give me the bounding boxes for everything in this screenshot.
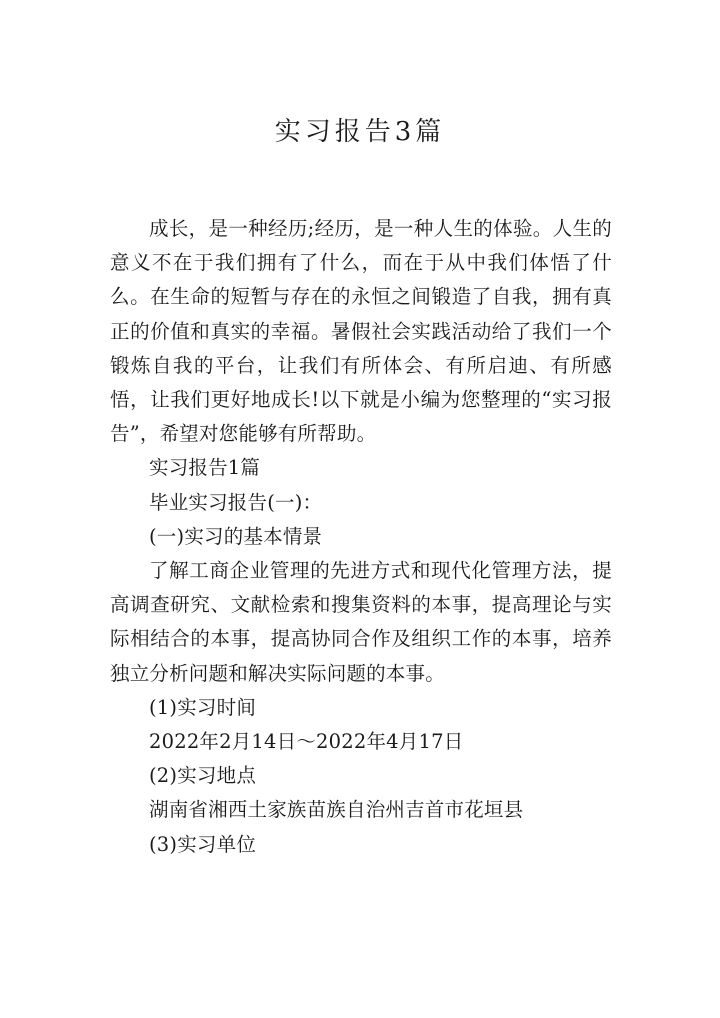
item-heading-location: (2)实习地点 xyxy=(149,764,257,788)
report-heading: 实习报告1篇 xyxy=(149,456,261,480)
document-title: 实习报告3篇 xyxy=(274,117,446,147)
body-paragraph: 了解工商企业管理的先进方式和现代化管理方法，提高调查研究、文献检索和搜集资料的本事，提高理论与实际相结合的本事，提高协同合作及组织工作的本事，培养独立分析问题和解决实际问题的本事。 xyxy=(110,559,612,685)
item-heading-time: (1)实习时间 xyxy=(149,695,257,719)
item-heading-unit: (3)实习单位 xyxy=(149,832,257,856)
subsection-heading: (一)实习的基本情景 xyxy=(149,524,323,548)
item-value-location: 湖南省湘西土家族苗族自治州吉首市花垣县 xyxy=(149,798,524,822)
document-body xyxy=(110,212,612,862)
intro-paragraph: 成长，是一种经历;经历，是一种人生的体验。人生的意义不在于我们拥有了什么，而在于从中我们体悟了什么。在生命的短暂与存在的永恒之间锻造了自我，拥有真正的价值和真实的幸福。暑假社会实践活动给了我们一个锻炼自我的平台，让我们有所体会、有所启迪、有所感悟，让我们更好地成长!以下就是小编为您整理的“实习报告”，希望对您能够有所帮助。 xyxy=(110,217,612,446)
section-heading: 毕业实习报告(一)： xyxy=(149,490,323,514)
item-value-time: 2022年2月14日～2022年4月17日 xyxy=(149,730,464,754)
